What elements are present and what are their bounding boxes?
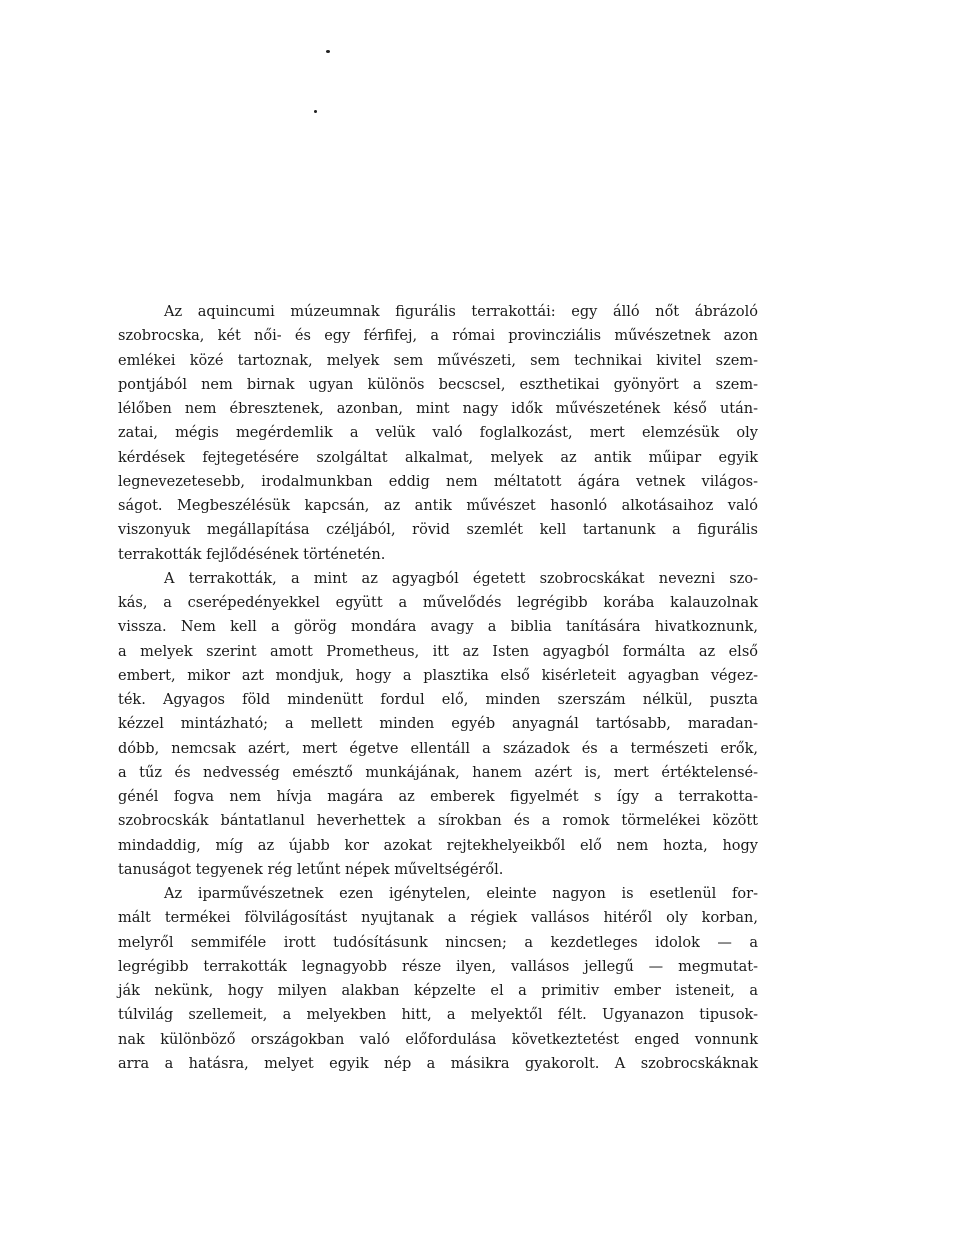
text-line: emlékei közé tartoznak, melyek sem művészeti, sem technikai kivitel szem- bbox=[118, 352, 758, 369]
text-line: melyről semmiféle irott tudósításunk nincsen; a kezdetleges idolok — a bbox=[118, 934, 758, 951]
text-line: lélőben nem ébresztenek, azonban, mint nagy idők művészetének késő után- bbox=[118, 401, 758, 417]
text-line: terrakották fejlődésének történetén. bbox=[118, 546, 386, 563]
text-line: dóbb, nemcsak azért, mert égetve ellentáll a századok és a természeti erők, bbox=[118, 740, 758, 757]
ink-speck bbox=[326, 50, 330, 53]
text-line: kézzel mintázható; a mellett minden egyéb anyagnál tartósabb, maradan- bbox=[118, 716, 758, 733]
text-line: tanuságot tegyenek rég letűnt népek műveltségéről. bbox=[118, 861, 504, 878]
text-line: kérdések fejtegetésére szolgáltat alkalmat, melyek az antik műipar egyik bbox=[118, 449, 758, 466]
text-line: kás, a cserépedényekkel együtt a művelődés legrégibb korába kalauzolnak bbox=[118, 595, 758, 611]
text-line: a melyek szerint amott Prometheus, itt az Isten agyagból formálta az első bbox=[118, 643, 758, 660]
text-line: mált termékei fölvilágosítást nyujtanak a régiek vallásos hitéről oly korban, bbox=[118, 910, 758, 927]
text-line: nak különböző országokban való előfordulása következtetést enged vonnunk bbox=[118, 1031, 758, 1048]
text-line: Az iparművészetnek ezen igénytelen, eleinte nagyon is esetlenül for- bbox=[164, 886, 758, 902]
text-line: legrégibb terrakották legnagyobb része ilyen, vallásos jellegű — megmutat- bbox=[118, 958, 758, 975]
text-line: ságot. Megbeszélésük kapcsán, az antik művészet hasonló alkotásaihoz való bbox=[118, 498, 758, 514]
text-line: viszonyuk megállapítása czéljából, rövid szemlét kell tartanunk a figurális bbox=[118, 522, 758, 539]
text-line: túlvilág szellemeit, a melyekben hitt, a melyektől félt. Ugyanazon tipusok- bbox=[118, 1007, 758, 1024]
text-line: pontjából nem birnak ugyan különös becscsel, eszthetikai gyönyört a szem- bbox=[118, 376, 758, 393]
text-line: ják nekünk, hogy milyen alakban képzelte el a primitiv ember isteneit, a bbox=[118, 983, 758, 999]
text-line: szobrocska, két női- és egy férfifej, a római provincziális művészetnek azon bbox=[118, 328, 758, 345]
text-line: arra a hatásra, melyet egyik nép a másikra gyakorolt. A szobrocskáknak bbox=[118, 1055, 758, 1072]
ink-speck bbox=[314, 110, 317, 113]
text-line: a tűz és nedvesség emésztő munkájának, hanem azért is, mert értéktelensé- bbox=[118, 764, 758, 781]
body-text bbox=[118, 300, 758, 1076]
text-line: génél fogva nem hívja magára az emberek figyelmét s így a terrakotta- bbox=[118, 789, 758, 805]
text-line: zatai, mégis megérdemlik a velük való foglalkozást, mert elemzésük oly bbox=[118, 425, 758, 442]
text-line: ték. Agyagos föld mindenütt fordul elő, minden szerszám nélkül, puszta bbox=[118, 692, 758, 708]
text-line: embert, mikor azt mondjuk, hogy a plasztika első kisérleteit agyagban végez- bbox=[118, 667, 758, 684]
text-line: Az aquincumi múzeumnak figurális terrakottái: egy álló nőt ábrázoló bbox=[164, 304, 758, 320]
text-line: legnevezetesebb, irodalmunkban eddig nem méltatott ágára vetnek világos- bbox=[118, 473, 758, 490]
text-line: vissza. Nem kell a görög mondára avagy a biblia tanítására hivatkoznunk, bbox=[118, 619, 758, 636]
text-line: A terrakották, a mint az agyagból égetett szobrocskákat nevezni szo- bbox=[164, 570, 758, 587]
text-line: szobrocskák bántatlanul heverhettek a sírokban és a romok törmelékei között bbox=[118, 813, 758, 830]
text-line: mindaddig, míg az újabb kor azokat rejtekhelyeikből elő nem hozta, hogy bbox=[118, 837, 758, 854]
